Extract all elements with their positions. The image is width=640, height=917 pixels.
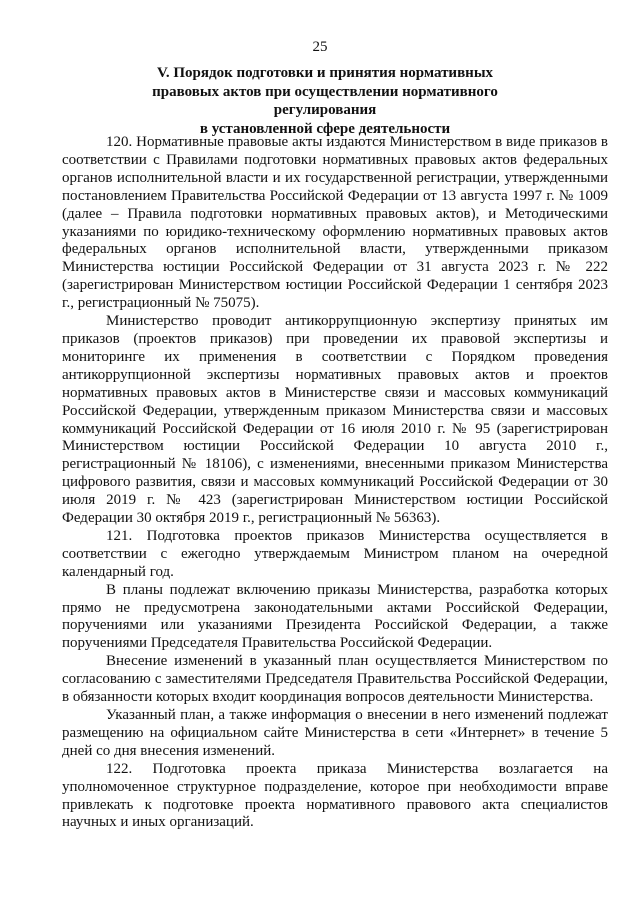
paragraph-anticorruption: Министерство проводит антикоррупционную экспертизу принятых им приказов (проектов приказов) при проведении их правовой экспертизы и мониторинге их применения в соответствии с Порядком проведения антикоррупционной экспертизы нормативных правовых актов и проектов нормативных правовых актов в Министерстве связи и массовых коммуникаций Российской Федерации, утвержденным приказом Министерства связи и массовых коммуникаций Российской Федерации от 16 июля 2010 г. № 95 (зарегистрирован Министерством юстиции Российской Федерации 10 августа 2010 г., регистрационный № 18106), с изменениями, внесенными приказом Министерства цифрового развития, связи и массовых коммуникаций Российской Федерации от 30 июля 2019 г. № 423 (зарегистрирован Министерством юстиции Российской Федерации 30 октября 2019 г., регистрационный № 56363). [62,313,608,527]
paragraph-122: 122. Подготовка проекта приказа Министерства возлагается на уполномоченное структурное подразделение, которое при необходимости вправе привлекать к подготовке проекта нормативного правового акта специалистов научных и иных организаций. [62,760,608,831]
section-heading-line: в установленной сфере деятельности [199,120,451,137]
page-number: 25 [312,39,328,55]
section-heading-line: правовых актов при осуществлении нормативного регулирования [152,83,498,118]
section-heading-line: V. Порядок подготовки и принятия нормативных [156,65,494,81]
paragraph-publication: Указанный план, а также информация о внесении в него изменений подлежат размещению на официальном сайте Министерства в сети «Интернет» в течение 5 дней со дня внесения изменений. [62,707,608,759]
paragraph-plans: В планы подлежат включению приказы Министерства, разработка которых прямо не предусмотрена законодательными актами Российской Федерации, поручениями или указаниями Президента Российской Федерации, а также поручениями Председателя Правительства Российской Федерации. [62,581,608,652]
paragraph-changes: Внесение изменений в указанный план осуществляется Министерством по согласованию с заместителями Председателя Правительства Российской Федерации, в обязанности которых входит координация вопросов деятельности Министерства. [62,653,608,706]
section-heading [100,64,550,138]
document-body [62,134,608,832]
paragraph-121: 121. Подготовка проектов приказов Министерства осуществляется в соответствии с ежегодно утверждаемым Министром планом на очередной календарный год. [62,527,608,580]
paragraph-120: 120. Нормативные правовые акты издаются Министерством в виде приказов в соответствии с Правилами подготовки нормативных правовых актов федеральных органов исполнительной власти и их государственной регистрации, утвержденными постановлением Правительства Российской Федерации от 13 августа 1997 г. № 1009 (далее – Правила подготовки нормативных правовых актов), и Методическими указаниями по юридико-техническому оформлению нормативных правовых актов федеральных органов исполнительной власти, утвержденными приказом Министерства юстиции Российской Федерации от 31 августа 2023 г. № 222 (зарегистрирован Министерством юстиции Российской Федерации 1 сентября 2023 г., регистрационный № 75075). [62,134,608,312]
